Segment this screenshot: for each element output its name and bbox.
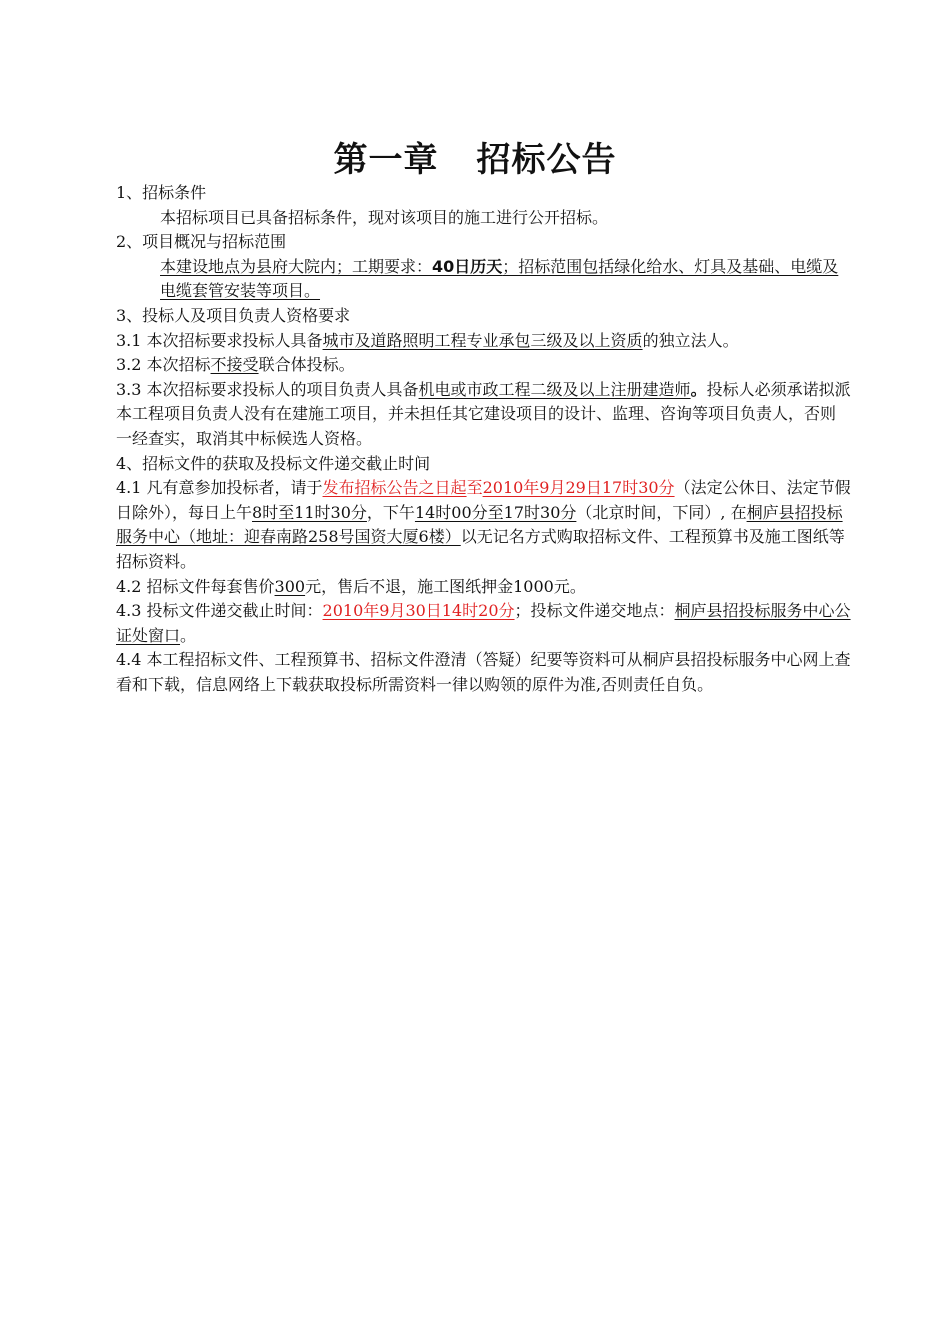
section-3-heading: 3、投标人及项目负责人资格要求	[116, 305, 351, 325]
section-4-3: 4.3 投标文件递交截止时间：2010年9月30日14时20分；投标文件递交地点：桐庐县招投标服务中心公证处窗口。	[116, 601, 851, 645]
section-4-2: 4.2 招标文件每套售价300元，售后不退，施工图纸押金1000元。	[116, 576, 586, 596]
section-4-4: 4.4 本工程招标文件、工程预算书、招标文件澄清（答疑）纪要等资料可从桐庐县招投标服务中心网上查看和下载，信息网络上下载获取投标所需资料一律以购领的原件为准,否则责任自负。	[116, 650, 851, 694]
submission-deadline: 2010年9月30日14时20分	[322, 601, 515, 621]
qualification-requirement: 城市及道路照明工程专业承包三级及以上资质	[322, 330, 643, 350]
section-2-body: 本建设地点为县府大院内；工期要求：40日历天；招标范围包括绿化给水、灯具及基础、电缆及电缆套管安装等项目。	[160, 256, 839, 301]
chapter-name: 招标公告	[476, 140, 617, 180]
morning-hours: 8时至11时30分	[252, 502, 367, 522]
document-price: 300	[274, 576, 306, 596]
section-2-heading: 2、项目概况与招标范围	[116, 232, 287, 252]
chapter-title	[0, 132, 950, 181]
start-date: 发布招标公告之日起	[322, 478, 467, 498]
section-4-1: 4.1 凡有意参加投标者，请于发布招标公告之日起至2010年9月29日17时30分（法定公休日、法定节假日除外），每日上午8时至11时30分，下午14时00分至17时30分（北京时间，下同）, 在桐庐县招投标服务中心（地址：迎春南路258号国资大厦6楼）以无记名方式购取招标文件、工程预算书及施工图纸等招标资料。	[116, 478, 851, 571]
service-center-address: 桐庐县招投标服务中心（地址：迎春南路258号国资大厦6楼）	[116, 502, 843, 547]
section-1-body: 本招标项目已具备招标条件，现对该项目的施工进行公开招标。	[160, 207, 609, 227]
submission-location: 桐庐县招投标服务中心公证处窗口	[116, 601, 851, 645]
afternoon-hours: 14时00分至17时30分	[414, 502, 577, 522]
announcement-body	[116, 181, 851, 697]
section-3-1: 3.1 本次招标要求投标人具备城市及道路照明工程专业承包三级及以上资质的独立法人。	[116, 330, 739, 350]
section-3-3: 3.3 本次招标要求投标人的项目负责人具备机电或市政工程二级及以上注册建造师。投标人必须承诺拟派本工程项目负责人没有在建施工项目，并未担任其它建设项目的设计、监理、咨询等项目负责人，否则一经查实，取消其中标候选人资格。	[116, 379, 851, 448]
section-3-2: 3.2 本次招标不接受联合体投标。	[116, 355, 355, 375]
chapter-number: 第一章	[333, 140, 439, 180]
consortium-not-accepted: 不接受	[210, 355, 259, 375]
end-date: 2010年9月29日17时30分	[482, 478, 675, 498]
manager-qualification: 机电或市政工程二级及以上注册建造师	[418, 379, 691, 399]
section-1-heading: 1、招标条件	[116, 183, 207, 202]
section-4-heading: 4、招标文件的获取及投标文件递交截止时间	[116, 453, 431, 473]
duration-days: 40日历天	[432, 256, 503, 276]
